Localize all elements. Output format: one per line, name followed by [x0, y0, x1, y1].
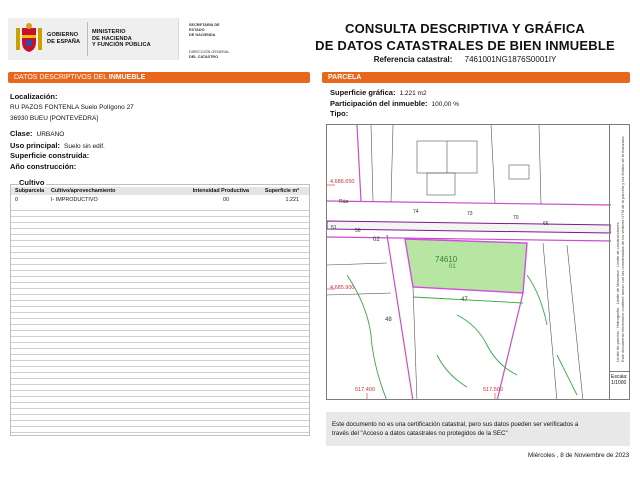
participacion-row: Participación del inmueble: 100,00 %	[330, 98, 459, 108]
map-legend-panel	[609, 125, 629, 373]
cultivo-title: Cultivo	[19, 178, 45, 187]
ministry-name: MINISTERIO DE HACIENDA Y FUNCIÓN PÚBLICA	[87, 22, 157, 56]
empty-table-lines	[11, 205, 309, 435]
legend-item: Límite de construcciones	[615, 222, 620, 267]
legend-note: Este documento electrónico contiene anexo con las coordenadas de los vértices UTM de la parcela y los límites de la manzana.	[620, 135, 625, 362]
scale-label: Escala:	[611, 374, 628, 380]
map-legend: Límite de parcela · Hidrografía · Límite de Manzana · Límite de construcciones Este documento electrónico contiene anexo con las coordenadas de los vértices UTM de la parcela y los límites de la manzana.	[615, 135, 625, 362]
map-label: 73	[467, 211, 473, 217]
table-row: 0 I- IMPRODUCTIVO 00 1.221	[15, 196, 299, 203]
cultivo-table	[10, 178, 310, 436]
map-label: 47	[461, 297, 468, 303]
localizacion-line-1: RU PAZOS FONTENLA Suelo Polígono 27	[10, 104, 134, 111]
map-label: 48	[385, 317, 392, 323]
section-header-inmueble: DATOS DESCRIPTIVOS DEL INMUEBLE	[8, 72, 310, 83]
map-drawing	[327, 125, 611, 400]
parcela-details	[330, 86, 630, 119]
localizacion-line-2: 36930 BUEU [PONTEVEDRA]	[10, 115, 99, 122]
coordinate-label: 517.500	[483, 387, 503, 393]
cadastral-map	[326, 124, 630, 400]
parcel-number-label: 74610	[435, 255, 458, 264]
map-label: 74	[413, 209, 419, 215]
legend-item: Límite de Manzana	[615, 270, 620, 305]
uso-row: Uso principal: Suelo sin edif.	[10, 140, 105, 150]
coordinate-label: 4.686.650	[330, 179, 355, 185]
legend-item: Límite de parcela	[615, 331, 620, 362]
localizacion-label: Localización:	[10, 92, 58, 101]
map-label: 66	[543, 221, 549, 227]
superficie-grafica-row: Superficie gráfica: 1.221 m2	[330, 88, 427, 97]
reference-value: 7461001NG1876S0001IY	[464, 55, 557, 64]
government-name: GOBIERNO DE ESPAÑA	[47, 32, 81, 45]
secretary-block: SECRETARÍA DE ESTADO DE HACIENDA DIRECCIÓN GENERAL DEL CATASTRO	[178, 18, 230, 60]
document-date: Miércoles , 8 de Noviembre de 2023	[528, 452, 630, 459]
tipo-row: Tipo:	[330, 109, 349, 118]
subparcel-label: 01	[449, 264, 456, 270]
reference-label: Referencia catastral:	[373, 55, 453, 64]
scale-box	[609, 371, 629, 399]
map-label: 51	[331, 225, 337, 231]
legend-item: Hidrografía	[615, 307, 620, 328]
reference-row	[300, 55, 630, 64]
map-label: 02	[373, 237, 380, 243]
coat-of-arms-icon	[14, 22, 44, 56]
map-label: Rúa	[339, 199, 349, 205]
coordinate-label: 4.685.900	[330, 285, 355, 291]
government-logo-block	[8, 18, 230, 60]
anio-construccion-row: Año construcción:	[10, 161, 77, 171]
verification-note: Este documento no es una certificación catastral, pero sus datos pueden ser verificados a través del "Acceso a datos catastrales no protegidos de la SEC"	[326, 412, 630, 446]
cultivo-header-row: Subparcela Cultivo/aprovechamiento Intensidad Productiva Superficie m²	[11, 187, 309, 195]
scale-value: 1/1000	[611, 380, 627, 386]
document-title: CONSULTA DESCRIPTIVA Y GRÁFICA DE DATOS CATASTRALES DE BIEN INMUEBLE	[315, 21, 615, 53]
clase-row: Clase: URBANO	[10, 129, 65, 138]
map-label: 70	[513, 215, 519, 221]
map-label: 56	[355, 228, 361, 234]
section-header-parcela: PARCELA	[322, 72, 630, 83]
inmueble-details	[10, 86, 310, 171]
superficie-construida-row: Superficie construida:	[10, 151, 90, 160]
coordinate-label: 517.400	[355, 387, 375, 393]
